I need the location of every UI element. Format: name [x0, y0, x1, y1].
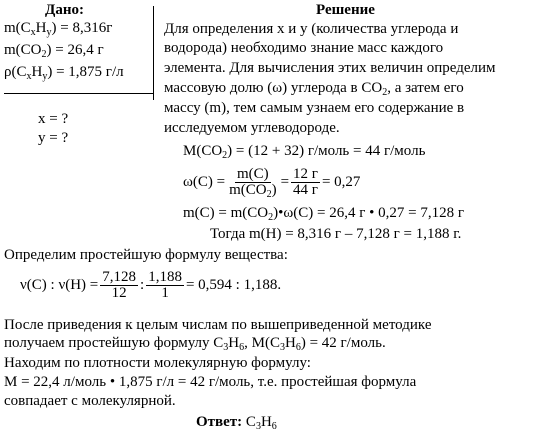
- simplest-formula-line: получаем простейшую формулу $C_3H_6$, $M(C_3H_6) = 42$ г/моль.: [4, 335, 386, 353]
- mole-ratio-equation: ν(C) : ν(H) = $\frac{7,128}{12}$ : $\frac{1,188}{1}$ = 0,594 : 1,188.: [20, 268, 282, 301]
- answer-label: Ответ:: [196, 414, 243, 430]
- density-equation: M = 22,4 л/моль • 1,875 г/л = 42 г/моль, т.е. простейшая формула: [4, 374, 417, 390]
- given-divider-horizontal: [4, 93, 153, 94]
- solution-title: Решение: [316, 2, 375, 18]
- given-title: Дано:: [45, 2, 84, 18]
- hydrogen-mass-equation: Тогда m(H) = 8,316 г – 7,128 г = 1,188 г.: [210, 226, 462, 242]
- given-divider-vertical: [153, 6, 154, 100]
- solution-paragraph-line: массу (m), тем самым узнаем его содержание в: [164, 100, 465, 116]
- find-x: x = ?: [38, 111, 69, 127]
- fraction: $\frac{1,188}{1}$: [148, 268, 182, 301]
- solution-paragraph-line: Для определения х и у (количества углерода и: [164, 21, 459, 37]
- answer-formula: $C_3H_6$: [245, 414, 277, 432]
- fraction: $\frac{7,128}{12}$: [102, 268, 137, 301]
- mass-fraction-equation: ω(C) = $\frac{m(C)}{m(CO_2)}$ = $\frac{12 г}{44 г}$ = 0,27: [183, 165, 361, 200]
- answer: [196, 414, 277, 431]
- solution-paragraph-line: элемента. Для вычисления этих величин определим: [164, 60, 496, 76]
- density-intro: Находим по плотности молекулярную формулу:: [4, 355, 311, 371]
- given-mass-hydrocarbon: $m(C_xH_y) = 8,316г$: [4, 20, 113, 38]
- after-rounding-line: После приведения к целым числам по вышеприведенной методике: [4, 317, 432, 333]
- find-y: y = ?: [38, 130, 69, 146]
- solution-paragraph-line: водорода) необходимо знание масс каждого: [164, 40, 444, 56]
- given-mass-co2: $m(CO_2) = 26,4$ г: [4, 42, 104, 60]
- given-density: $\rho(C_xH_y) = 1,875$ г/л: [4, 64, 124, 82]
- simplest-formula-intro: Определим простейшую формулу вещества:: [4, 247, 288, 263]
- solution-paragraph-line: исследуемом углеводороде.: [164, 120, 340, 136]
- carbon-mass-equation: $m(C) = m(CO_2)•\omega(C) = 26,4$ г • 0,27 = 7,128 г: [183, 205, 464, 223]
- fraction: $\frac{m(C)}{m(CO_2)}$: [229, 165, 277, 200]
- fraction: $\frac{12 г}{44 г}$: [293, 165, 318, 198]
- solution-paragraph-line: массовую долю (ω) углерода в $CO_2$, а затем его: [164, 80, 464, 98]
- molar-mass-equation: $M(CO_2) = (12 + 32)$ г/моль = 44 г/моль: [183, 143, 426, 161]
- density-conclusion: совпадает с молекулярной.: [4, 393, 176, 409]
